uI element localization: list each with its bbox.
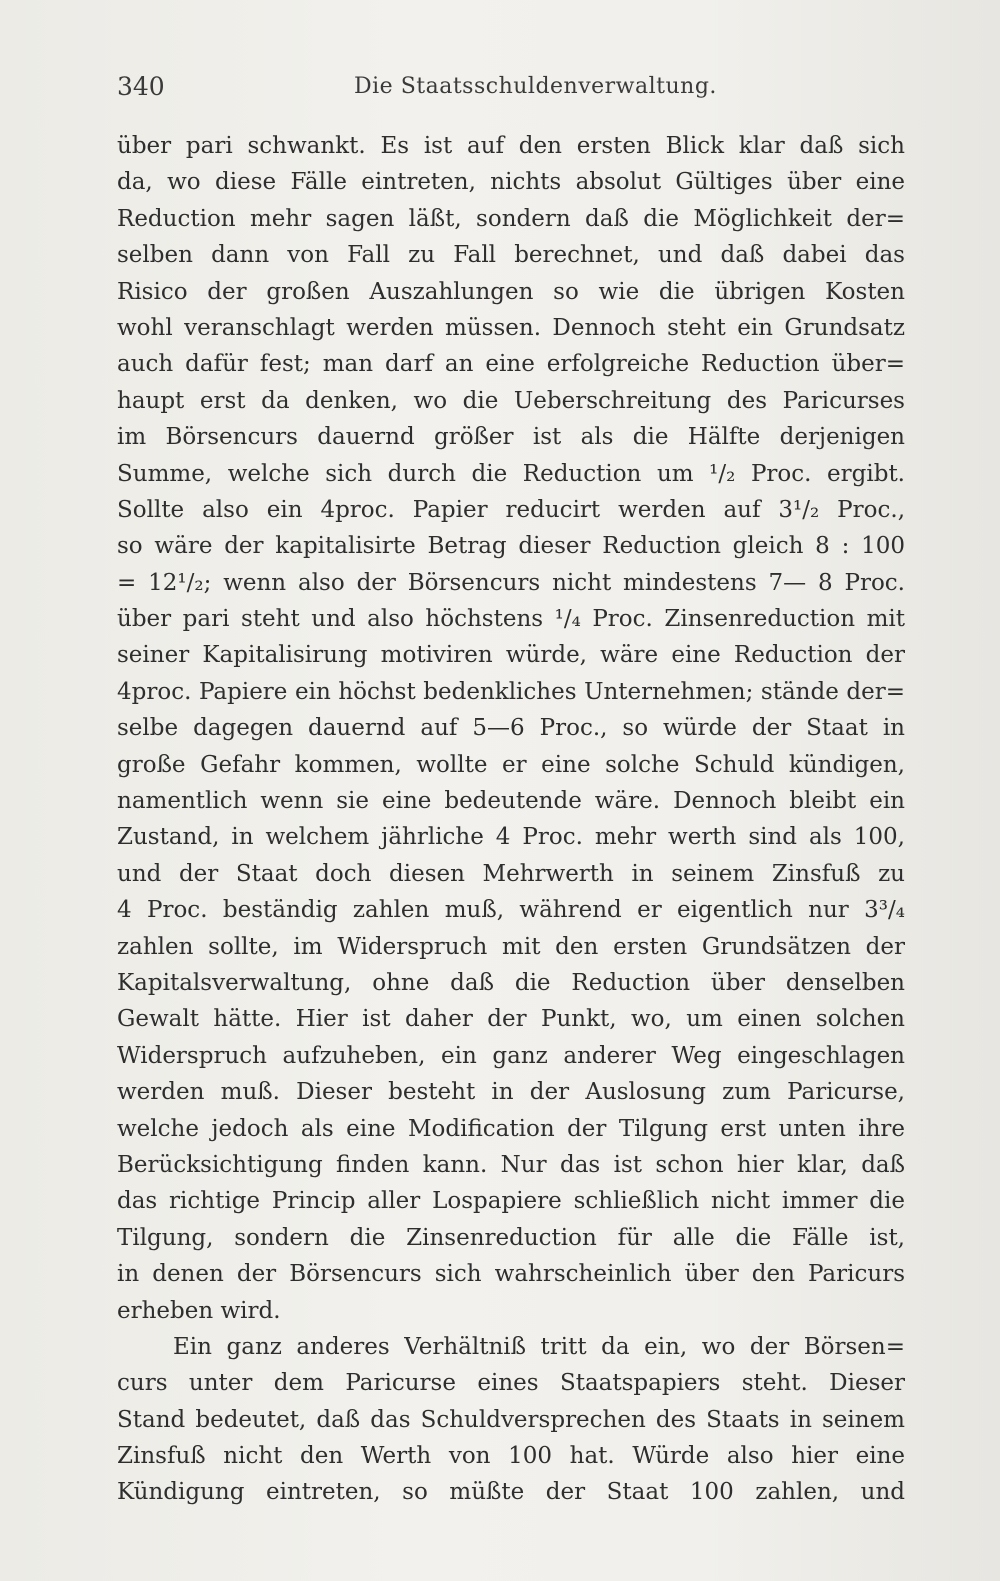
text-line: Widerspruch aufzuheben, ein ganz anderer Weg eingeschlagen — [117, 1042, 905, 1069]
text-line: über pari schwankt. Es ist auf den ersten Blick klar daß sich — [117, 133, 905, 159]
text-line: Zustand, in welchem jährliche 4 Proc. mehr werth sind als 100, — [117, 824, 905, 851]
text-line: große Gefahr kommen, wollte er eine solche Schuld kündigen, — [117, 751, 905, 778]
text-line: zahlen sollte, im Widerspruch mit den ersten Grundsätzen der — [117, 933, 905, 960]
text-line: wohl veranschlagt werden müssen. Dennoch steht ein Grundsatz — [117, 314, 905, 341]
text-line: da, wo diese Fälle eintreten, nichts absolut Gültiges über eine — [117, 169, 905, 196]
text-line: namentlich wenn sie eine bedeutende wäre. Dennoch bleibt ein — [117, 788, 905, 815]
text-line: Berücksichtigung finden kann. Nur das ist schon hier klar, daß — [117, 1151, 905, 1178]
text-line: im Börsencurs dauernd größer ist als die Hälfte derjenigen — [117, 424, 905, 451]
text-line: das richtige Princip aller Lospapiere schließlich nicht immer die — [117, 1188, 905, 1215]
text-line: curs unter dem Paricurse eines Staatspapiers steht. Dieser — [117, 1370, 905, 1397]
paragraph-end-line: erheben wird. — [117, 1297, 281, 1324]
text-line: über pari steht und also höchstens ¹/₄ Proc. Zinsenreduction mit — [117, 606, 905, 633]
text-line: Sollte also ein 4proc. Papier reducirt werden auf 3¹/₂ Proc., — [117, 496, 905, 523]
text-line: haupt erst da denken, wo die Ueberschreitung des Paricurses — [117, 387, 905, 414]
text-line: seiner Kapitalisirung motiviren würde, wäre eine Reduction der — [117, 642, 905, 669]
text-line: selben dann von Fall zu Fall berechnet, und daß dabei das — [117, 242, 905, 269]
text-line: 4 Proc. beständig zahlen muß, während er eigentlich nur 3³/₄ — [117, 897, 905, 924]
running-title: Die Staatsschuldenverwaltung. — [354, 74, 717, 99]
text-line: so wäre der kapitalisirte Betrag dieser Reduction gleich 8 : 100 — [117, 533, 905, 560]
text-line: Tilgung, sondern die Zinsenreduction für alle die Fälle ist, — [117, 1224, 905, 1251]
text-line: auch dafür fest; man darf an eine erfolgreiche Reduction über= — [117, 351, 905, 378]
body-text — [117, 128, 905, 1511]
text-line: Gewalt hätte. Hier ist daher der Punkt, wo, um einen solchen — [117, 1006, 905, 1033]
text-line: welche jedoch als eine Modification der Tilgung erst unten ihre — [117, 1115, 905, 1142]
text-line: selbe dagegen dauernd auf 5—6 Proc., so würde der Staat in — [117, 715, 905, 742]
text-line: Zinsfuß nicht den Werth von 100 hat. Würde also hier eine — [117, 1443, 905, 1470]
text-line: = 12¹/₂; wenn also der Börsencurs nicht mindestens 7— 8 Proc. — [117, 569, 905, 596]
text-line: Risico der großen Auszahlungen so wie die übrigen Kosten — [117, 278, 905, 305]
page-number: 340 — [117, 72, 165, 101]
text-line: 4proc. Papiere ein höchst bedenkliches Unternehmen; stände der= — [117, 678, 905, 705]
text-line: Summe, welche sich durch die Reduction um ¹/₂ Proc. ergibt. — [117, 460, 905, 487]
text-line: Stand bedeutet, daß das Schuldversprechen des Staats in seinem — [117, 1406, 905, 1433]
text-line: werden muß. Dieser besteht in der Auslosung zum Paricurse, — [117, 1079, 905, 1106]
text-line: Reduction mehr sagen läßt, sondern daß die Möglichkeit der= — [117, 205, 905, 232]
text-line: und der Staat doch diesen Mehrwerth in seinem Zinsfuß zu — [117, 860, 905, 887]
text-line: Kapitalsverwaltung, ohne daß die Reduction über denselben — [117, 969, 905, 996]
text-line: in denen der Börsencurs sich wahrscheinlich über den Paricurs — [117, 1261, 905, 1288]
page-header — [117, 72, 902, 108]
paragraph-start-line: Ein ganz anderes Verhältniß tritt da ein, wo der Börsen= — [173, 1333, 905, 1360]
text-line: Kündigung eintreten, so müßte der Staat 100 zahlen, und — [117, 1479, 905, 1506]
